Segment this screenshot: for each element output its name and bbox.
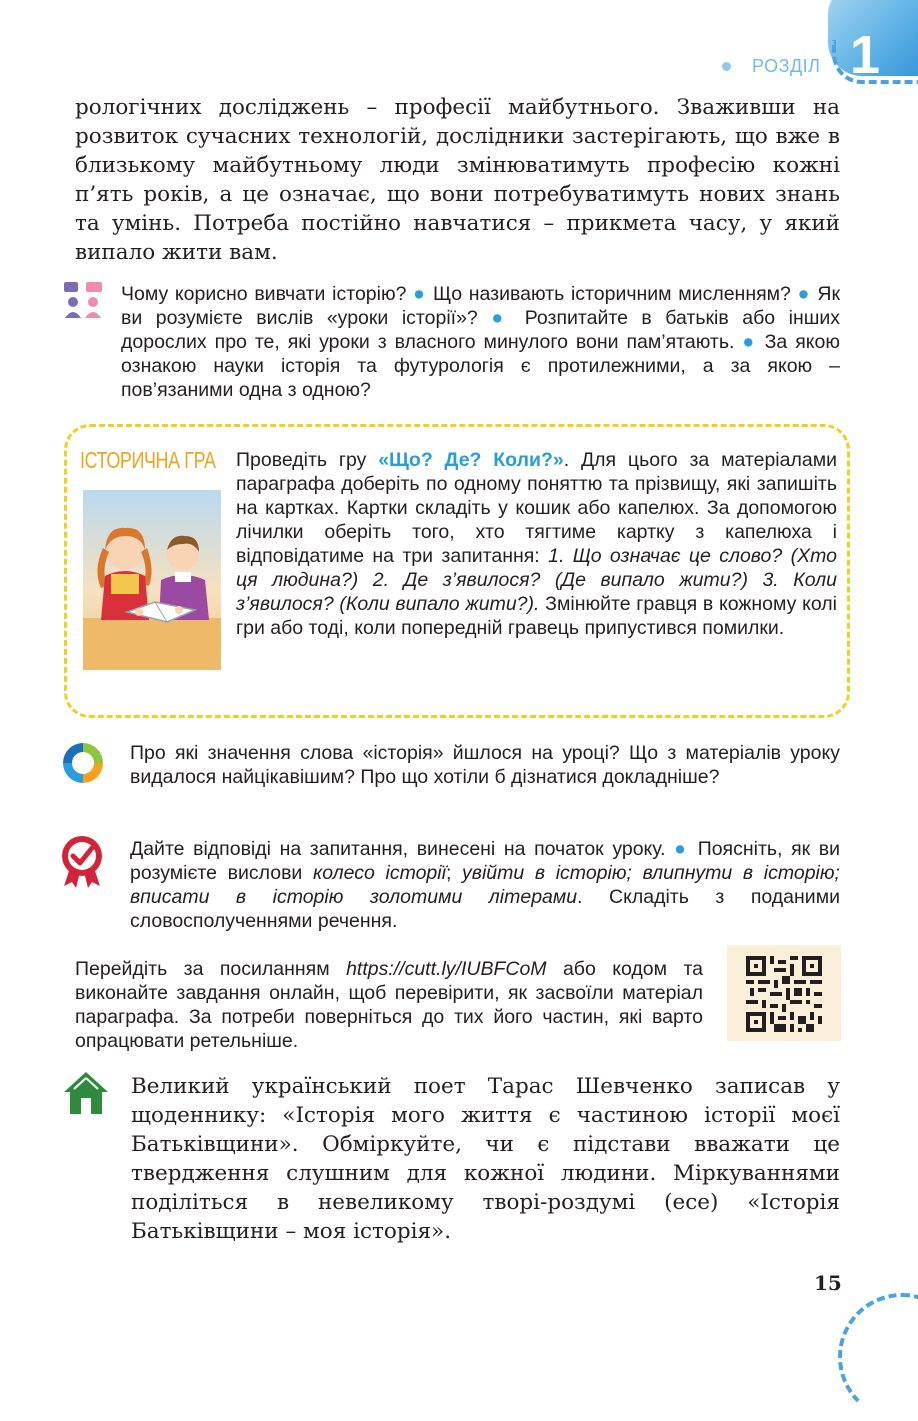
answer-task	[130, 837, 840, 933]
question-5: За якою ознакою науки історія та футурологія є протилежними, а за якою – пов’язаними одна з одною?	[121, 331, 841, 401]
game-name: «Що? Де? Коли?»	[378, 449, 564, 471]
cycle-arrows-icon	[60, 740, 106, 786]
corner-dashed-arc	[838, 1293, 918, 1421]
reflection-questions: Про які значення слова «історія» йшлося на уроці? Що з матеріалів уроку видалося найцікавішим? Про що хотіли б дізнатися докладніше?	[130, 742, 840, 788]
question-4: Розпитайте в батьків або інших дорослих про те, які уроки з власного минулого вони пам’ятають.	[121, 307, 841, 353]
game-description: . Для цього за матеріалами параграфа доберіть по одному поняттю та прізвищу, які запишіть на картках. Картки складіть у кошик або капелюх. За допомогою лічилки оберіть того, хто тягтиме картку з капелюха і відповідатиме на три запитання:	[236, 449, 837, 567]
bullet: ●	[413, 283, 427, 305]
game-title: ІСТОРИЧНА ГРА	[80, 447, 216, 473]
qr-code-icon[interactable]	[746, 956, 822, 1032]
bullet: ●	[797, 283, 811, 305]
online-task	[75, 957, 703, 1053]
intro-paragraph: рологічних досліджень – професії майбутнього. Зваживши на розвиток сучасних технологій, дослідники застерігають, що вже в близькому майбутньому люди змінюватимуть професію кожні п’ять років, а це означає, що вони потребуватимуть нових знань та умінь. Потреба постійно навчатися – прикмета часу, у який випало жити вам.	[75, 95, 840, 265]
qr-code-panel	[727, 945, 841, 1041]
bullet: ●	[674, 838, 690, 860]
homework-task	[75, 1072, 840, 1246]
homework-text: Великий український поет Тарас Шевченко записав у щоденнику: «Історія мого життя є частиною історії моєї Батьківщини». Обміркуйте, чи є підстави вважати це твердження слушним для кожної людини. Міркуваннями поділіться в невеликому творі-роздумі (есе) «Історія Батьківщини – моя історія».	[131, 1074, 840, 1244]
page-number: 15	[814, 1271, 842, 1295]
online-part2: або кодом та виконайте завдання онлайн, щоб перевірити, як засвоїли матеріал параграфа. За потреби поверніться до тих його частин, які варто опрацювати ретельніше.	[75, 958, 703, 1052]
online-part1: Перейдіть за посиланням	[75, 958, 347, 980]
bullet: ●	[742, 331, 757, 353]
answer-part1: Дайте відповіді на запитання, винесені на початок уроку.	[130, 838, 666, 860]
question-3: Як ви розумієте вислів «уроки історії»?	[121, 283, 841, 329]
game-intro: Проведіть гру	[236, 449, 379, 471]
game-instructions	[236, 448, 837, 640]
game-ending: Змінюйте гравця в кожному колі гри або тоді, коли попередній гравець припустився помилки.	[236, 593, 837, 639]
phrase-2: увійти в історію; влипнути в історію; вписати в історію золотими літерами	[130, 862, 840, 908]
question-1: Чому корисно вивчати історію?	[121, 283, 407, 305]
questions-block	[75, 282, 840, 402]
chapter-label: РОЗДІЛ	[752, 56, 821, 76]
chapter-bullet-dot	[722, 62, 731, 71]
chapter-number: 1	[850, 25, 881, 85]
answer-part3: . Складіть з поданими словосполученнями речення.	[130, 886, 840, 932]
online-link[interactable]: https://cutt.ly/IUBFCoM	[346, 958, 547, 980]
phrase-1: колесо історії	[312, 862, 446, 884]
bullet: ●	[491, 307, 512, 329]
separator: ;	[445, 862, 463, 884]
question-2: Що називають історичним мисленням?	[432, 283, 791, 305]
game-questions: 1. Що означає це слово? (Хто ця людина?) 2. Де з’явилося? (Де випало жити?) 3. Коли з’явилося? (Коли випало жити?).	[236, 545, 837, 615]
answer-part2: Поясніть, як ви розумієте вислови	[130, 838, 841, 884]
checkmark-badge-icon	[58, 834, 106, 888]
children-reading-illustration	[83, 490, 221, 670]
